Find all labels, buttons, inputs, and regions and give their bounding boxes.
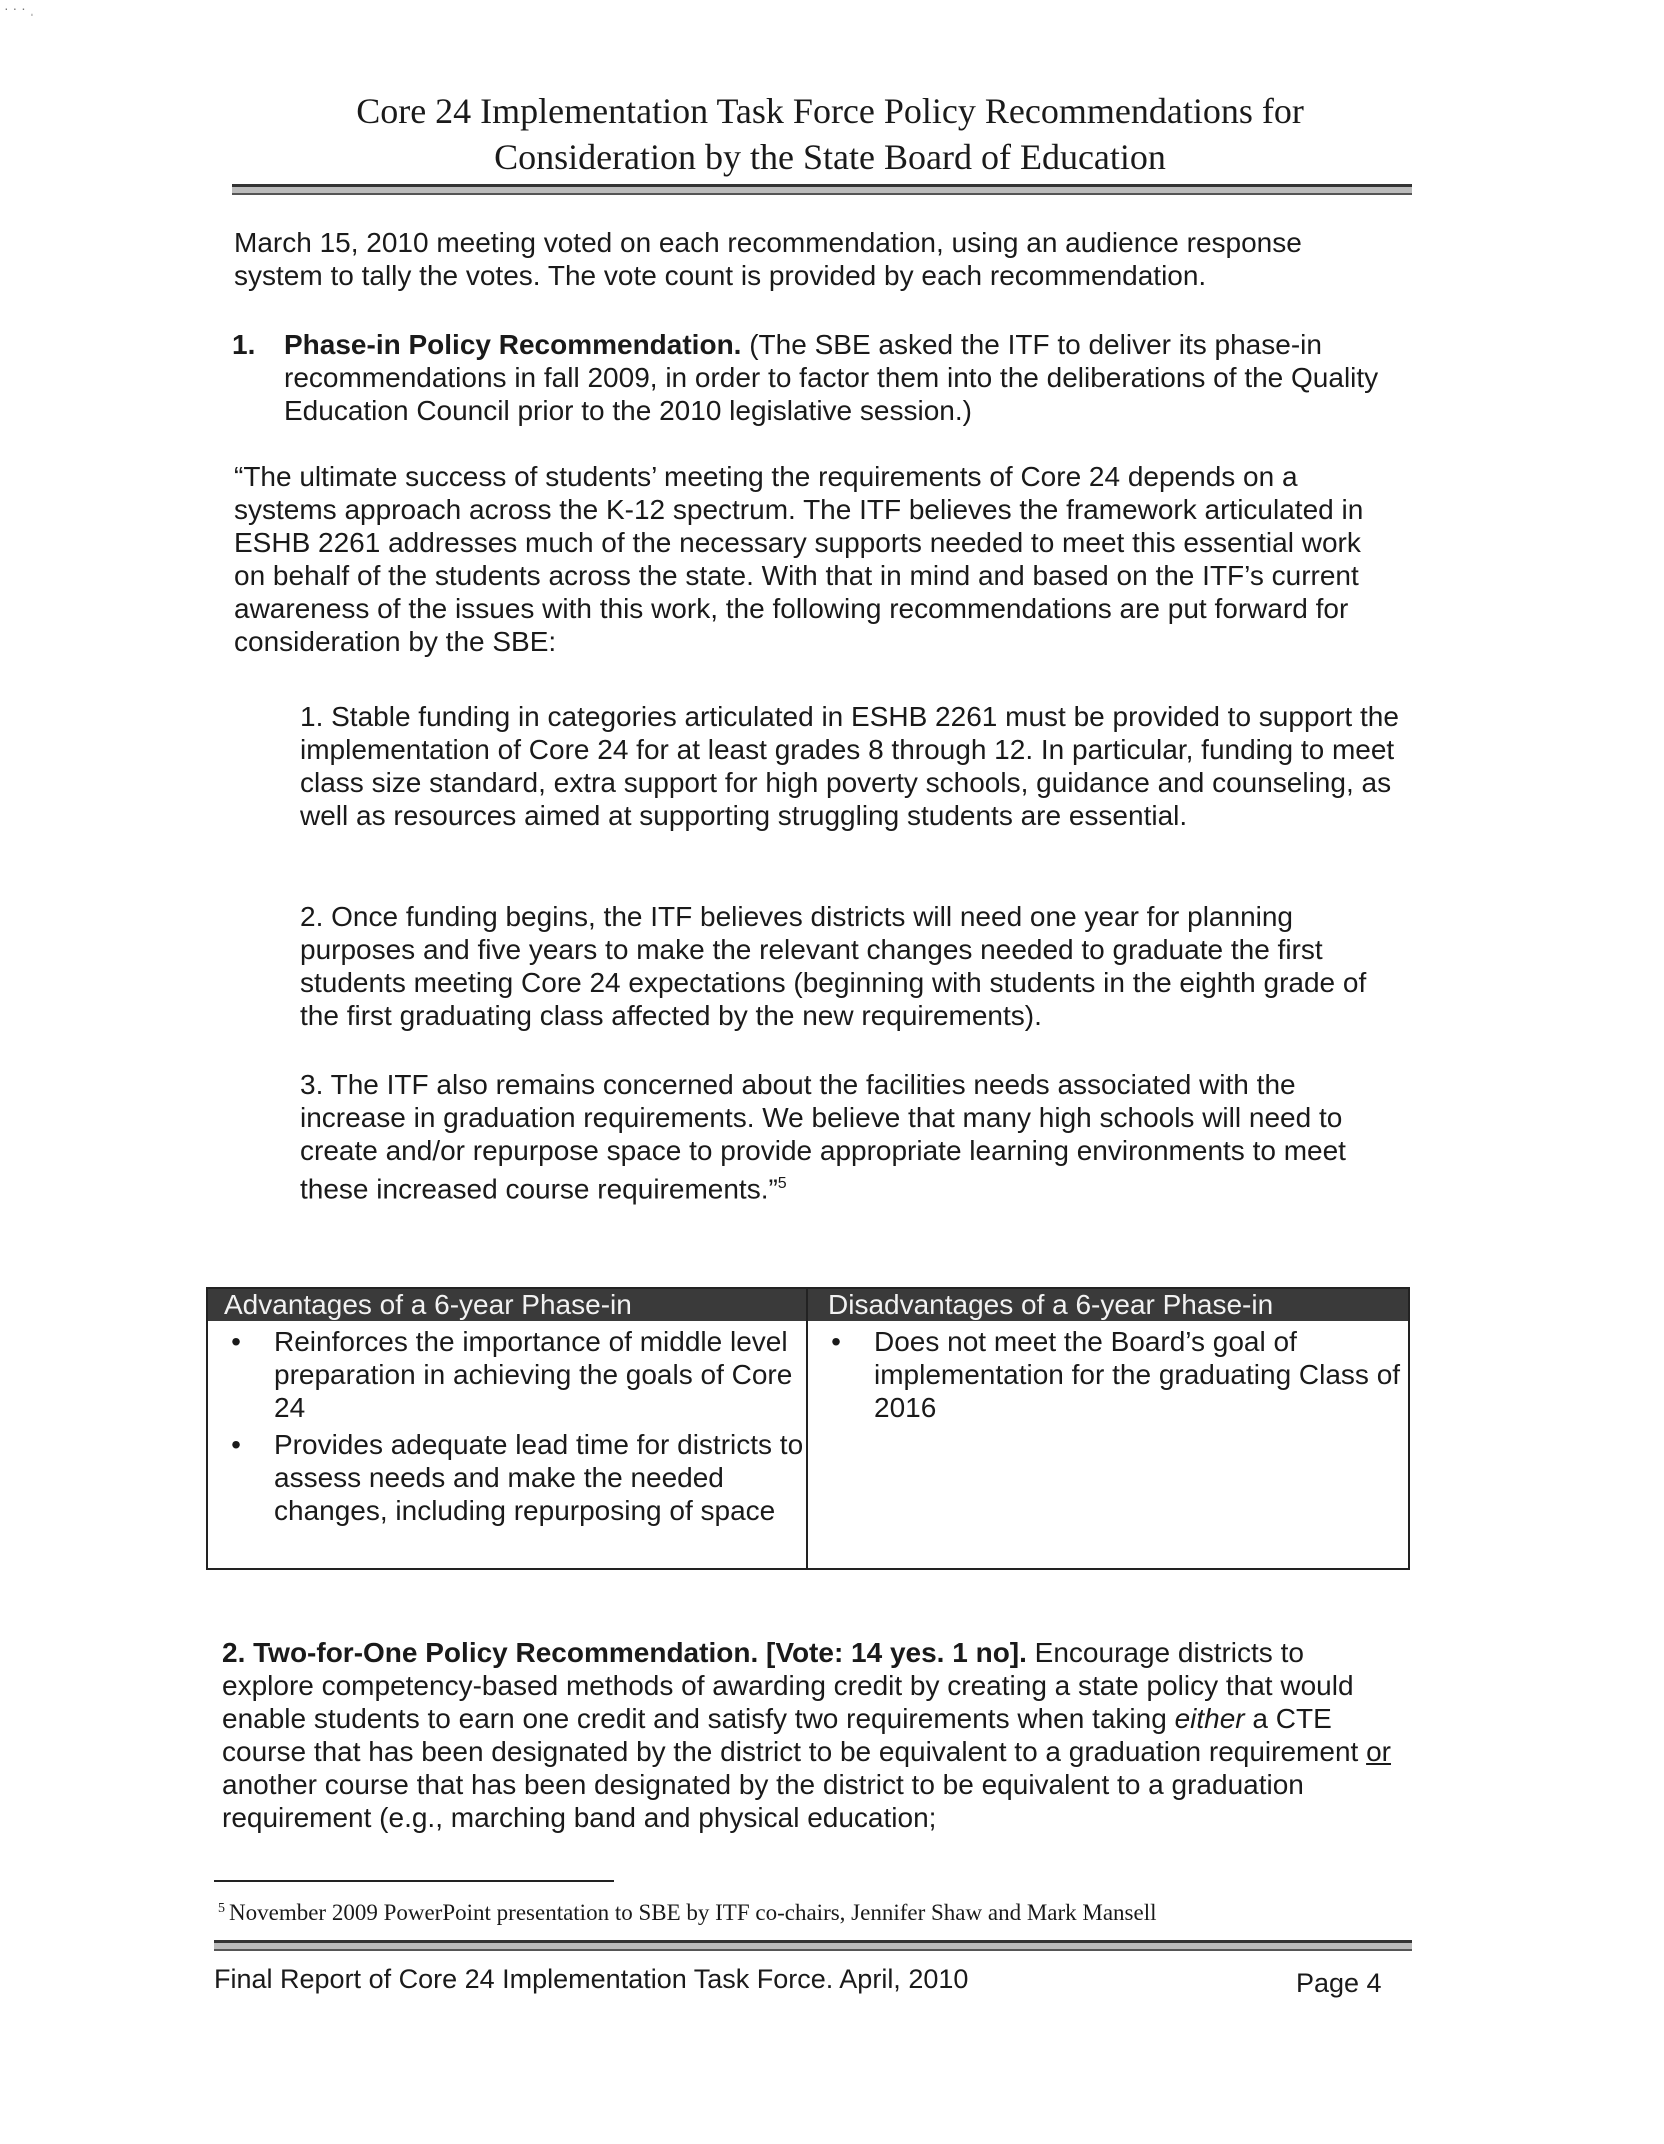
recommendation-1 [232, 328, 1412, 427]
advantage-text: Reinforces the importance of middle level preparation in achieving the goals of Core 24 [274, 1326, 793, 1423]
rec2-vote: [Vote: 14 yes. 1 no]. [766, 1637, 1027, 1668]
sub-item-1: 1. Stable funding in categories articulated in ESHB 2261 must be provided to support the implementation of Core 24 for at least grades 8 through 12. In particular, funding to meet class size standard, extra support for high poverty schools, guidance and counseling, as well as resources aimed at supporting struggling students are essential. [300, 701, 1399, 831]
recommendation-2 [222, 1636, 1392, 1834]
rec1-number: 1. [232, 329, 256, 360]
rec1-body [284, 328, 1412, 427]
rec2-or: or [1366, 1736, 1391, 1767]
page-header [200, 88, 1460, 180]
advantage-text: Provides adequate lead time for districts to assess needs and make the needed changes, including repurposing of space [274, 1429, 804, 1526]
rec2-text-a: Encourage districts to explore competency-based methods of awarding credit by creating a state policy that would enable students to earn one credit and satisfy two requirements when taking [222, 1637, 1354, 1734]
intro-paragraph: March 15, 2010 meeting voted on each recommendation, using an audience response system to tally the votes. The vote count is provided by each recommendation. [234, 227, 1302, 291]
footer-left-text: Final Report of Core 24 Implementation Task Force. April, 2010 [214, 1964, 969, 1994]
rec2-number: 2. [222, 1637, 246, 1668]
disadvantages-list [808, 1325, 1408, 1424]
rec1-title: Phase-in Policy Recommendation. [284, 329, 742, 360]
rec2-text-b: a CTE course that has been designated by the district to be equivalent to a graduation requirement [222, 1703, 1367, 1767]
header-title-line2: Consideration by the State Board of Education [494, 137, 1166, 177]
bullet-icon: • [231, 1326, 241, 1357]
header-rule [232, 184, 1412, 195]
sub-item-3-text: 3. The ITF also remains concerned about the facilities needs associated with the increase in graduation requirements. We believe that many high schools will need to create and/or repurpose space to provide appropriate learning environments to meet these increased course requirements.” [300, 1069, 1346, 1205]
footnote-rule [214, 1880, 614, 1882]
bullet-icon: • [231, 1429, 241, 1460]
advantages-cell [208, 1325, 806, 1531]
phase-in-table [206, 1287, 1410, 1570]
sub-item-3 [300, 1068, 1400, 1205]
advantage-item [208, 1428, 806, 1527]
disadvantage-item [808, 1325, 1408, 1424]
footnote [218, 1898, 1418, 1928]
disadvantages-header: Disadvantages of a 6-year Phase-in [808, 1289, 1408, 1321]
quote-paragraph: “The ultimate success of students’ meeting the requirements of Core 24 depends on a systems approach across the K-12 spectrum. The ITF believes the framework articulated in ESHB 2261 addresses much of the necessary supports needed to meet this essential work on behalf of the students across the state. With that in mind and based on the ITF’s current awareness of the issues with this work, the following recommendations are put forward for consideration by the SBE: [234, 461, 1364, 657]
footnote-ref-5: 5 [777, 1175, 787, 1192]
footnote-mark: 5 [218, 1901, 225, 1916]
bullet-icon: • [831, 1326, 841, 1357]
advantage-item [208, 1325, 806, 1424]
rec2-either: either [1174, 1703, 1245, 1734]
footer-rule [214, 1940, 1412, 1951]
scan-specks: · · · ˌ [4, 0, 35, 16]
rec2-title: Two-for-One Policy Recommendation. [253, 1637, 759, 1668]
sub-item-2: 2. Once funding begins, the ITF believes districts will need one year for planning purposes and five years to make the relevant changes needed to graduate the first students meeting Core 24 expectations (beginning with students in the eighth grade of the first graduating class affected by the new requirements). [300, 901, 1367, 1031]
rec1-text: (The SBE asked the ITF to deliver its phase-in recommendations in fall 2009, in order to factor them into the deliberations of the Quality Education Council prior to the 2010 legislative session.) [284, 329, 1379, 426]
disadvantages-cell [808, 1325, 1408, 1428]
page-number: Page 4 [1296, 1968, 1382, 1998]
advantages-list [208, 1325, 806, 1527]
disadvantage-text: Does not meet the Board’s goal of implementation for the graduating Class of 2016 [874, 1326, 1401, 1423]
rec2-text-c: another course that has been designated by the district to be equivalent to a graduation requirement (e.g., marching band and physical education; [222, 1769, 1304, 1833]
advantages-header: Advantages of a 6-year Phase-in [208, 1289, 808, 1321]
footnote-text: November 2009 PowerPoint presentation to SBE by ITF co-chairs, Jennifer Shaw and Mark Mansell [229, 1900, 1157, 1925]
header-title-line1: Core 24 Implementation Task Force Policy Recommendations for [356, 91, 1304, 131]
